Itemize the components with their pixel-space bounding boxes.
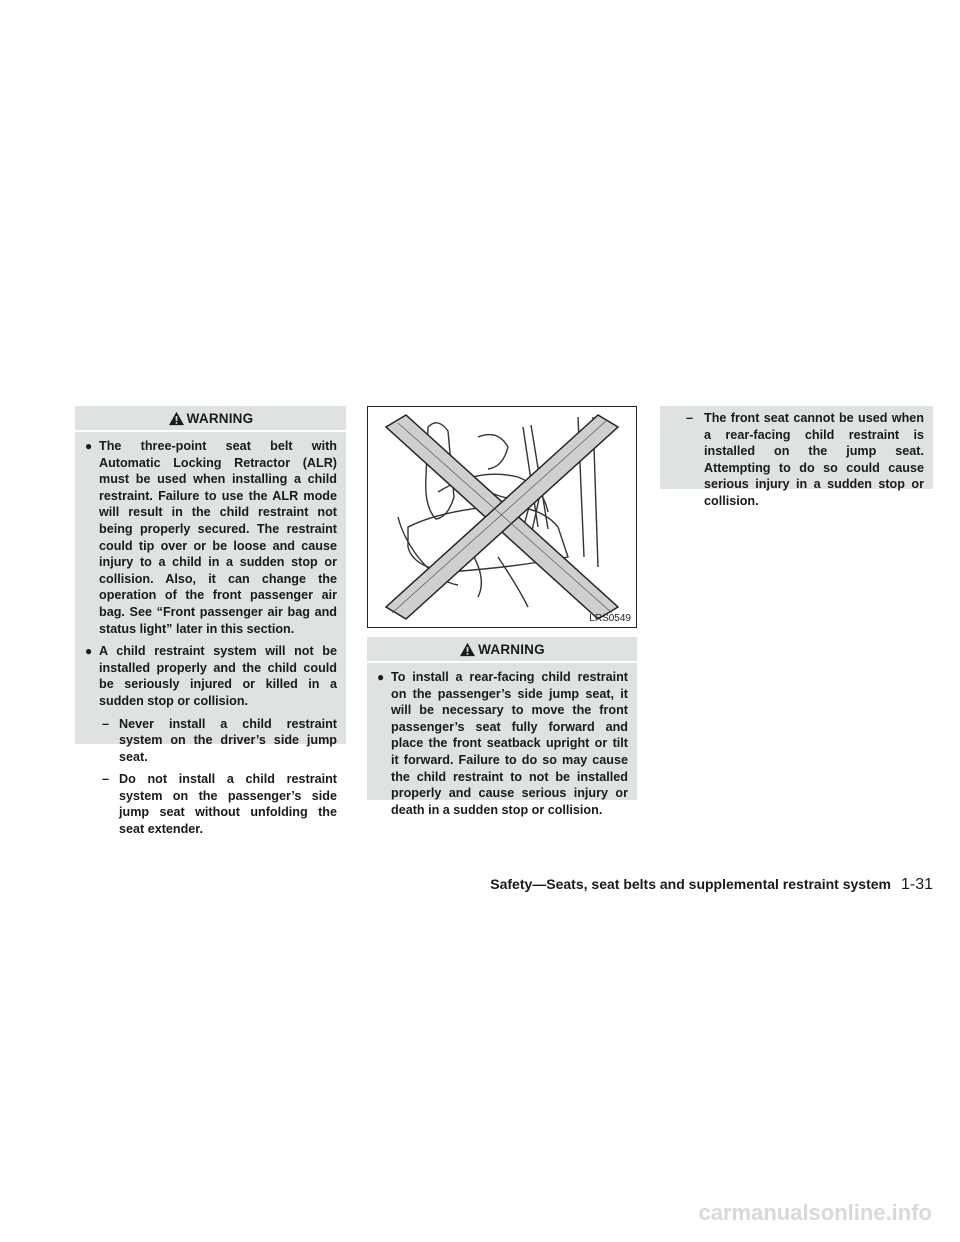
bullet-icon: ● bbox=[85, 644, 93, 659]
warning-bullet bbox=[377, 669, 628, 818]
warning-subitem bbox=[85, 716, 337, 766]
middle-warning-box bbox=[367, 637, 637, 817]
bullet-icon: ● bbox=[377, 670, 385, 684]
warning-heading bbox=[367, 637, 637, 663]
warning-subitem bbox=[85, 771, 337, 837]
bullet-text: A child restraint system will not be installed properly and the child could be seriously injured or killed in a sudden stop or collision. bbox=[99, 644, 337, 708]
subitem-text: The front seat cannot be used when a rear-facing child restraint is installed on the jump seat. Attempting to do so could cause serious injury in a sudden stop or collision. bbox=[704, 411, 924, 508]
bullet-icon: ● bbox=[85, 439, 93, 453]
page-footer bbox=[0, 876, 933, 894]
figure-label: LRS0549 bbox=[589, 613, 631, 624]
right-warning-box bbox=[660, 406, 933, 508]
subitem-text: Do not install a child restraint system on the passenger’s side jump seat without unfolding the seat extender. bbox=[119, 772, 337, 837]
warning-subitem bbox=[670, 410, 924, 510]
warning-heading-text: WARNING bbox=[478, 641, 545, 657]
bullet-text: To install a rear-facing child restraint on the passenger’s side jump seat, it will be necessary to move the front passenger’s seat fully forward and place the front seatback upright or tilt it forward. Failure to do so may cause the child restraint to not be installed properly and cause serious injury or death in a sudden stop or collision. bbox=[391, 670, 628, 817]
watermark: carmanualsonline.info bbox=[698, 1200, 932, 1225]
left-warning-box bbox=[75, 406, 346, 837]
warning-bullet bbox=[85, 438, 337, 637]
page-number: 1-31 bbox=[900, 876, 933, 893]
warning-triangle-icon bbox=[459, 642, 476, 657]
bottom-band bbox=[0, 1148, 960, 1242]
section-title: Safety—Seats, seat belts and supplemental restraint system bbox=[490, 876, 891, 892]
subitem-text: Never install a child restraint system on the driver’s side jump seat. bbox=[119, 716, 337, 764]
bullet-text: The three-point seat belt with Automatic Locking Retractor (ALR) must be used when installing a child restraint. Failure to use the ALR mode will result in the child restraint not being properly secured. The restraint could tip over or be loose and cause injury to a child in a sudden stop or collision. Also, it can change the operation of the front passenger air bag. See “Front passenger air bag and status light” later in this section. bbox=[99, 439, 337, 636]
warning-heading bbox=[75, 406, 346, 432]
illustration-frame bbox=[367, 406, 637, 628]
dash-icon: – bbox=[102, 716, 110, 731]
warning-bullet bbox=[85, 643, 337, 709]
warning-triangle-icon bbox=[168, 411, 185, 426]
dash-icon: – bbox=[686, 411, 694, 425]
warning-heading-text: WARNING bbox=[186, 410, 254, 426]
child-seat-illustration bbox=[368, 407, 635, 626]
dash-icon: – bbox=[102, 772, 110, 787]
